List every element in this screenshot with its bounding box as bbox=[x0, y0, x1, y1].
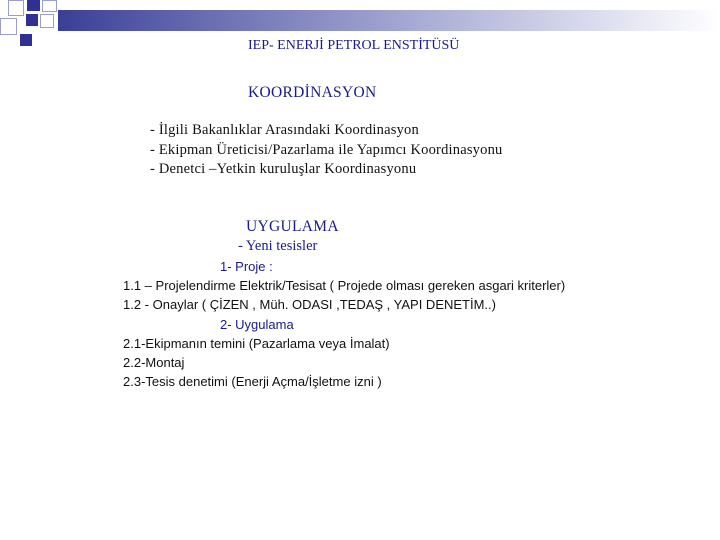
section-heading-koordinasyon: KOORDİNASYON bbox=[248, 84, 377, 101]
decorative-square bbox=[0, 18, 17, 35]
decorative-square bbox=[40, 14, 54, 28]
coordination-item: - Denetci –Yetkin kuruluşlar Koordinasyonu bbox=[150, 161, 417, 177]
decorative-square bbox=[42, 0, 57, 12]
project-label: 1- Proje : bbox=[220, 259, 273, 274]
application-item: 2.3-Tesis denetimi (Enerji Açma/İşletme izni ) bbox=[123, 374, 382, 389]
decorative-square bbox=[27, 0, 40, 11]
coordination-item: - İlgili Bakanlıklar Arasındaki Koordinasyon bbox=[150, 122, 419, 138]
decorative-square bbox=[26, 14, 38, 26]
application-item: 2.1-Ekipmanın temini (Pazarlama veya İmalat) bbox=[123, 336, 390, 351]
application-item: 2.2-Montaj bbox=[123, 355, 185, 370]
project-item: 1.2 - Onaylar ( ÇİZEN , Müh. ODASI ,TEDAŞ , YAPI DENETİM..) bbox=[123, 297, 496, 312]
project-item: 1.1 – Projelendirme Elektrik/Tesisat ( Projede olması gereken asgari kriterler) bbox=[123, 278, 566, 293]
decorative-square bbox=[20, 34, 32, 46]
subheading-new-facilities: - Yeni tesisler bbox=[238, 238, 318, 254]
gradient-bar bbox=[58, 10, 720, 31]
page-title: IEP- ENERJİ PETROL ENSTİTÜSÜ bbox=[248, 38, 460, 53]
decorative-square bbox=[8, 0, 24, 16]
coordination-item: - Ekipman Üreticisi/Pazarlama ile Yapımcı Koordinasyonu bbox=[150, 142, 503, 158]
application-label: 2- Uygulama bbox=[220, 317, 294, 332]
section-heading-uygulama: UYGULAMA bbox=[246, 218, 339, 235]
